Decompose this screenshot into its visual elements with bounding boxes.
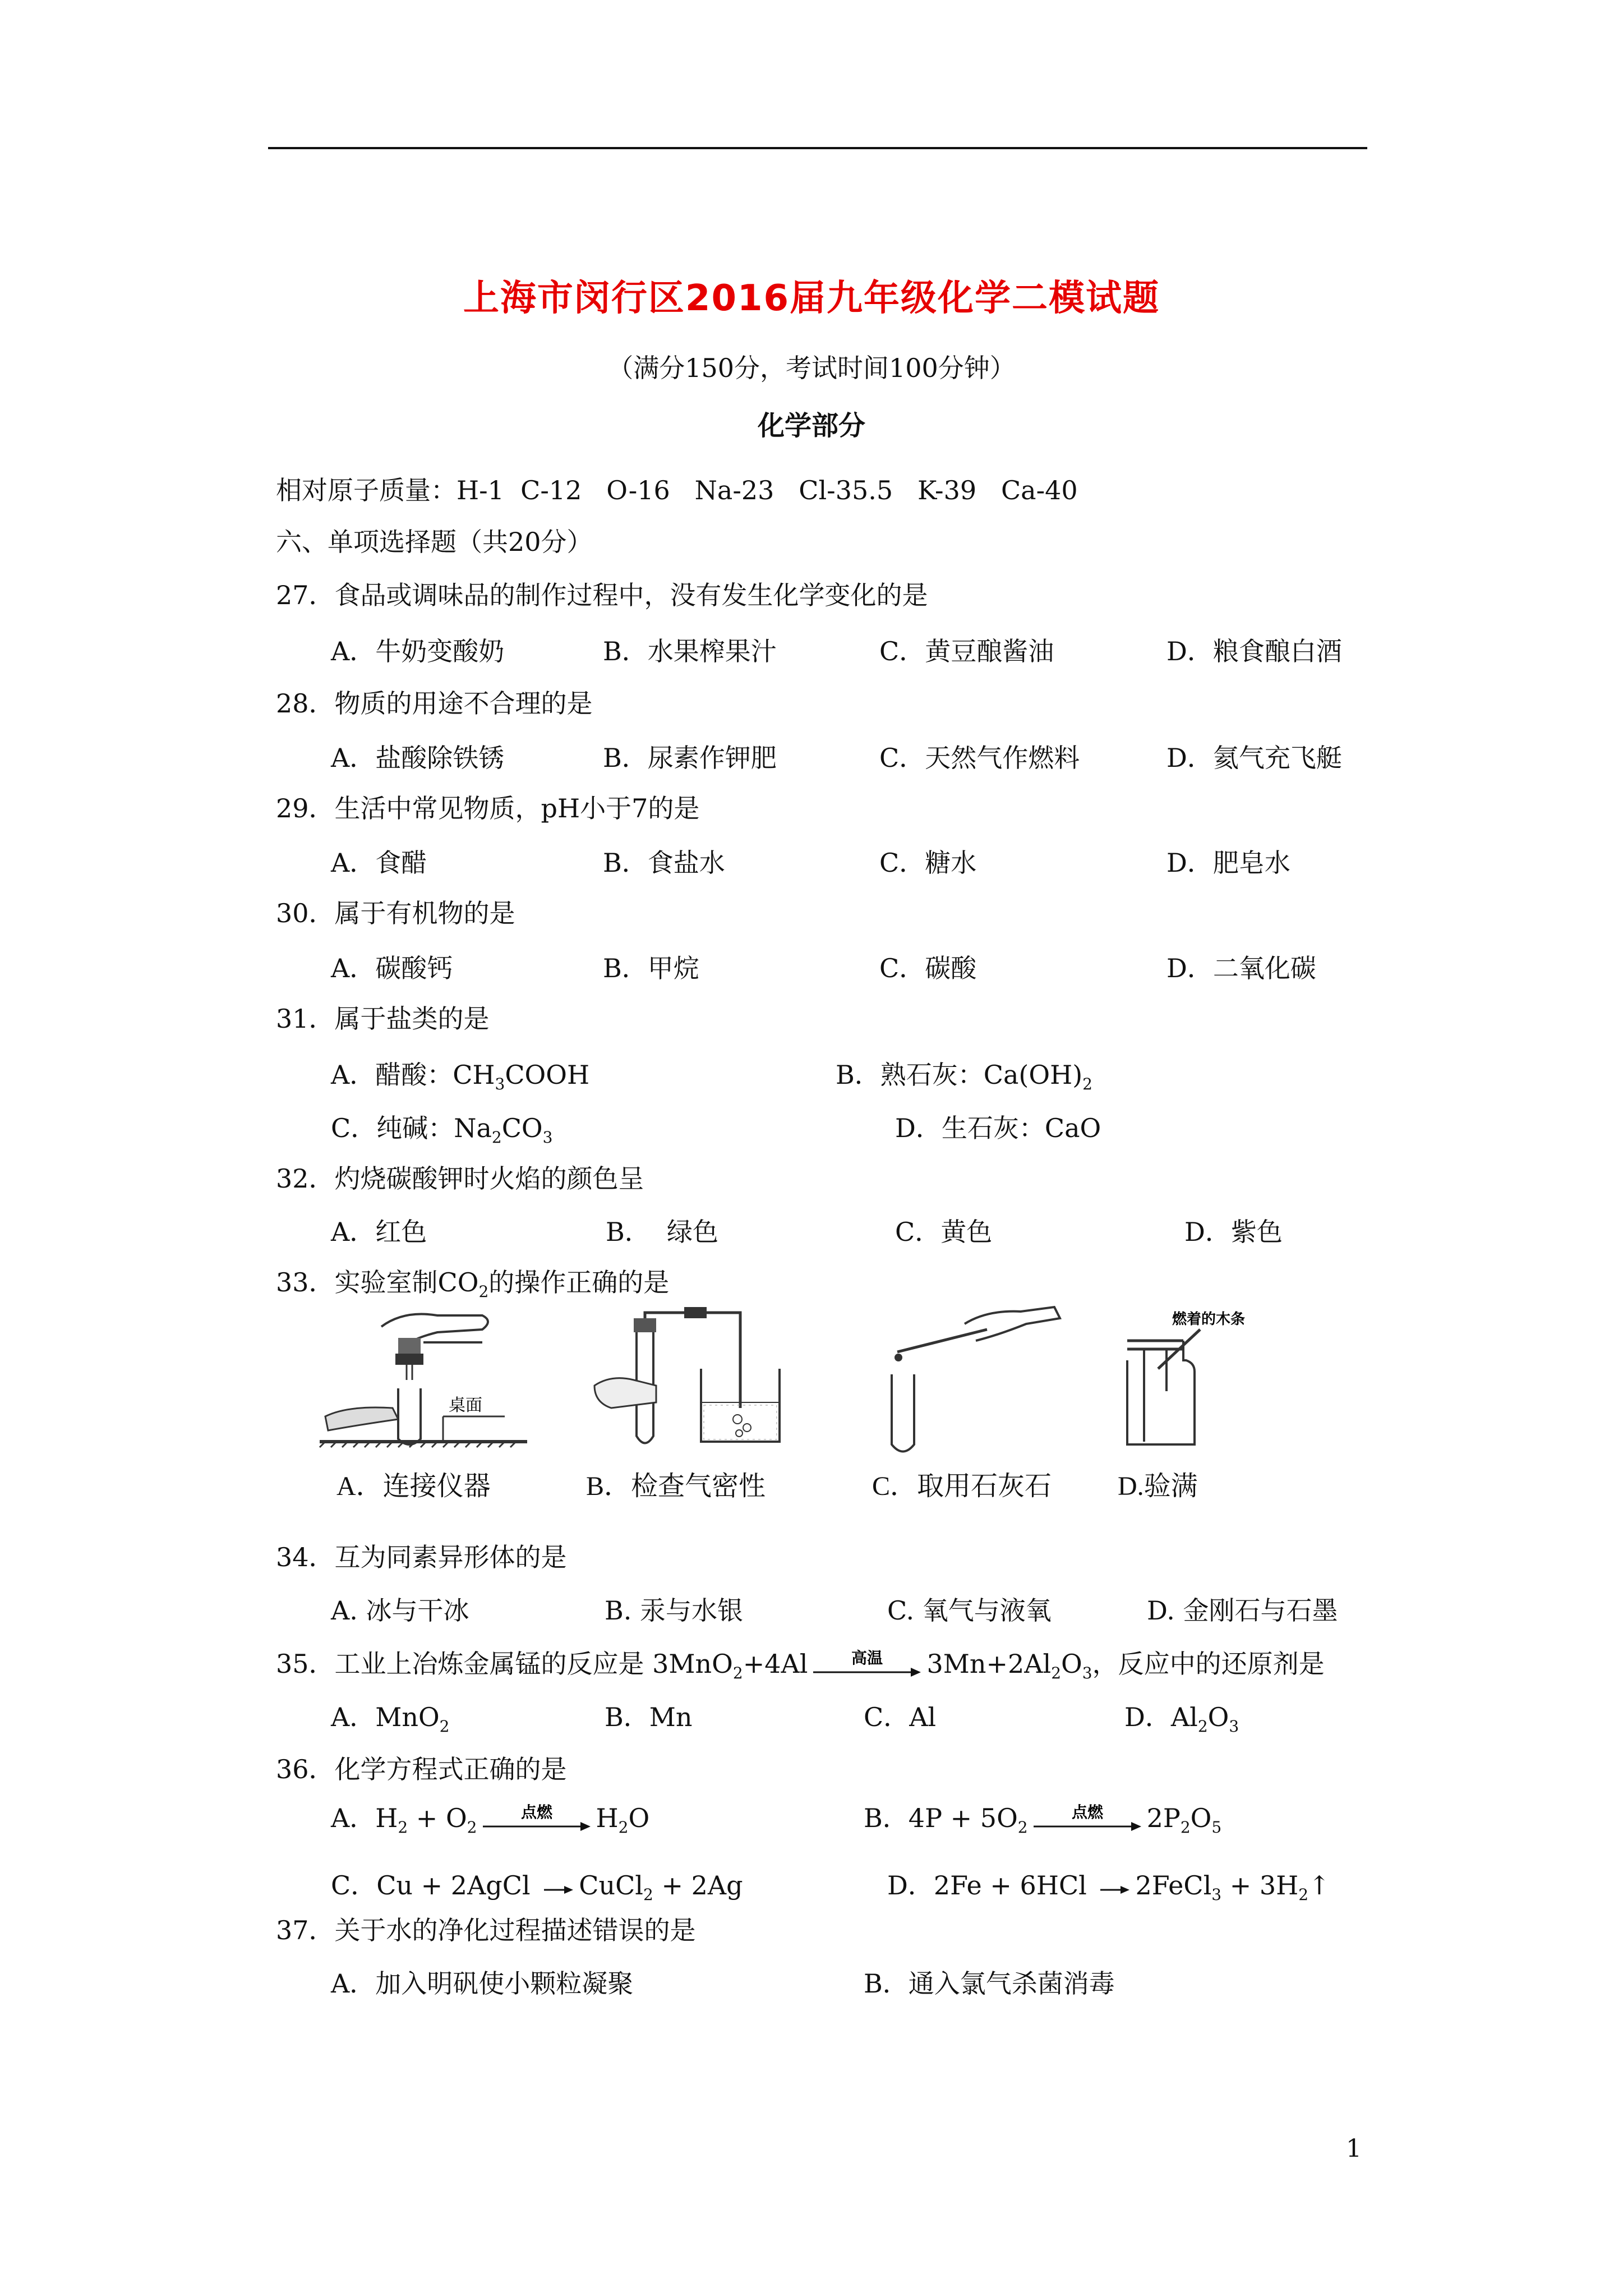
q27-option-a: A．牛奶变酸奶 [331, 636, 505, 666]
q34-option-c: C. 氧气与液氧 [887, 1595, 1052, 1626]
header-rule [268, 147, 1367, 149]
question-33: 33．实验室制$CO_2$的操作正确的是 [276, 1267, 670, 1301]
q36-option-a: A．$H_2 + O_2$ 点燃 $H_2O$ [331, 1798, 649, 1840]
q30-option-d: D．二氧化碳 [1166, 953, 1316, 983]
page-number: 1 [1346, 2134, 1362, 2163]
q32-option-c: C．黄色 [895, 1217, 993, 1247]
q31-option-c: C．纯碱：$Na_2CO_3$ [331, 1113, 553, 1147]
question-27: 27．食品或调味品的制作过程中，没有发生化学变化的是 [276, 580, 928, 610]
q35-option-b: B．Mn [605, 1702, 693, 1732]
question-30: 30．属于有机物的是 [276, 898, 515, 928]
burning-stick-label: 燃着的木条 [1172, 1311, 1246, 1328]
reaction-arrow [811, 1646, 923, 1686]
reaction-arrow [481, 1801, 593, 1840]
q35-option-a: A．MnO$_2$ [331, 1702, 450, 1736]
q32-option-d: D．紫色 [1184, 1217, 1283, 1247]
atomic-masses: 相对原子质量：H-1 C-12 O-16 Na-23 Cl-35.5 K-39 Ca-40 [276, 475, 1078, 505]
condition-ignite: 点燃 [1071, 1803, 1103, 1821]
q33-option-c: C．取用石灰石 [872, 1471, 1052, 1501]
q31-option-d: D．生石灰：CaO [895, 1113, 1101, 1143]
question-34: 34．互为同素异形体的是 [276, 1542, 567, 1572]
q33-option-a: A．连接仪器 [336, 1471, 491, 1501]
q36-option-b: B．$4P + 5O_2$ 点燃 $2P_2O_5$ [864, 1798, 1221, 1840]
question-32: 32．灼烧碳酸钾时火焰的颜色呈 [276, 1163, 644, 1194]
desk-label: 桌面 [449, 1396, 482, 1415]
condition-high-temp: 高温 [851, 1649, 883, 1667]
q30-option-b: B．甲烷 [603, 953, 699, 983]
part-heading: 六、单项选择题（共20分） [276, 527, 593, 557]
q30-option-c: C．碳酸 [879, 953, 977, 983]
q29-option-c: C．糖水 [879, 848, 977, 878]
q34-option-b: B. 汞与水银 [605, 1595, 744, 1626]
question-36: 36．化学方程式正确的是 [276, 1754, 567, 1784]
condition-ignite: 点燃 [520, 1803, 552, 1821]
question-29: 29．生活中常见物质，pH小于7的是 [276, 793, 700, 823]
figure-connect-apparatus [314, 1304, 527, 1456]
question-28: 28．物质的用途不合理的是 [276, 688, 593, 719]
q37-option-a: A．加入明矾使小颗粒凝聚 [331, 1968, 634, 1999]
q35-option-c: C．Al [864, 1702, 937, 1732]
q29-option-b: B．食盐水 [603, 848, 725, 878]
question-37: 37．关于水的净化过程描述错误的是 [276, 1915, 696, 1945]
q28-option-c: C．天然气作燃料 [879, 743, 1080, 773]
q36-option-c: C．Cu + 2AgCl CuCl$_2$ + 2Ag [331, 1870, 743, 1904]
figure-check-airtightness [589, 1307, 802, 1458]
reaction-arrow-short [1098, 1872, 1132, 1903]
q28-option-a: A．盐酸除铁锈 [331, 743, 505, 773]
q29-option-a: A．食醋 [331, 848, 427, 878]
question-31: 31．属于盐类的是 [276, 1004, 490, 1034]
reaction-arrow-short [542, 1872, 575, 1903]
question-35: 35．工业上冶炼金属锰的反应是 3MnO$_2$+4Al 高温 $3Mn+2Al_2O_3$，反应中的还原剂是 [276, 1644, 1325, 1686]
q28-option-d: D．氦气充飞艇 [1166, 743, 1342, 773]
q28-option-b: B．尿素作钾肥 [603, 743, 777, 773]
q29-option-d: D．肥皂水 [1166, 848, 1290, 878]
section-heading: 化学部分 [757, 410, 865, 441]
q36-option-d: D．2Fe + 6HCl 2FeCl$_3$ + $3H_2↑$ [887, 1870, 1330, 1904]
reaction-arrow [1031, 1801, 1144, 1840]
q31-option-b: B．熟石灰：$Ca(OH)_2$ [836, 1060, 1092, 1093]
figure-full-check [1105, 1307, 1251, 1458]
page-title: 上海市闵行区2016届九年级化学二模试题 [463, 278, 1160, 319]
q32-option-b: B． 绿色 [606, 1217, 719, 1247]
q32-option-a: A．红色 [331, 1217, 427, 1247]
q27-option-b: B．水果榨果汁 [603, 636, 777, 666]
q35-option-d: D．$Al_2O_3$ [1124, 1702, 1239, 1736]
q31-option-a: A．醋酸：$CH_3COOH$ [331, 1060, 590, 1093]
q30-option-a: A．碳酸钙 [331, 953, 453, 983]
q33-option-b: B．检查气密性 [586, 1471, 766, 1501]
q37-option-b: B．通入氯气杀菌消毒 [864, 1968, 1115, 1999]
q33-option-d: D.验满 [1118, 1471, 1198, 1501]
figure-take-limestone [875, 1301, 1066, 1458]
exam-info: （满分150分，考试时间100分钟） [607, 353, 1016, 383]
q27-option-c: C．黄豆酿酱油 [879, 636, 1054, 666]
q27-option-d: D．粮食酿白酒 [1166, 636, 1342, 666]
q34-option-a: A. 冰与干冰 [331, 1595, 469, 1626]
q34-option-d: D. 金刚石与石墨 [1147, 1595, 1338, 1626]
